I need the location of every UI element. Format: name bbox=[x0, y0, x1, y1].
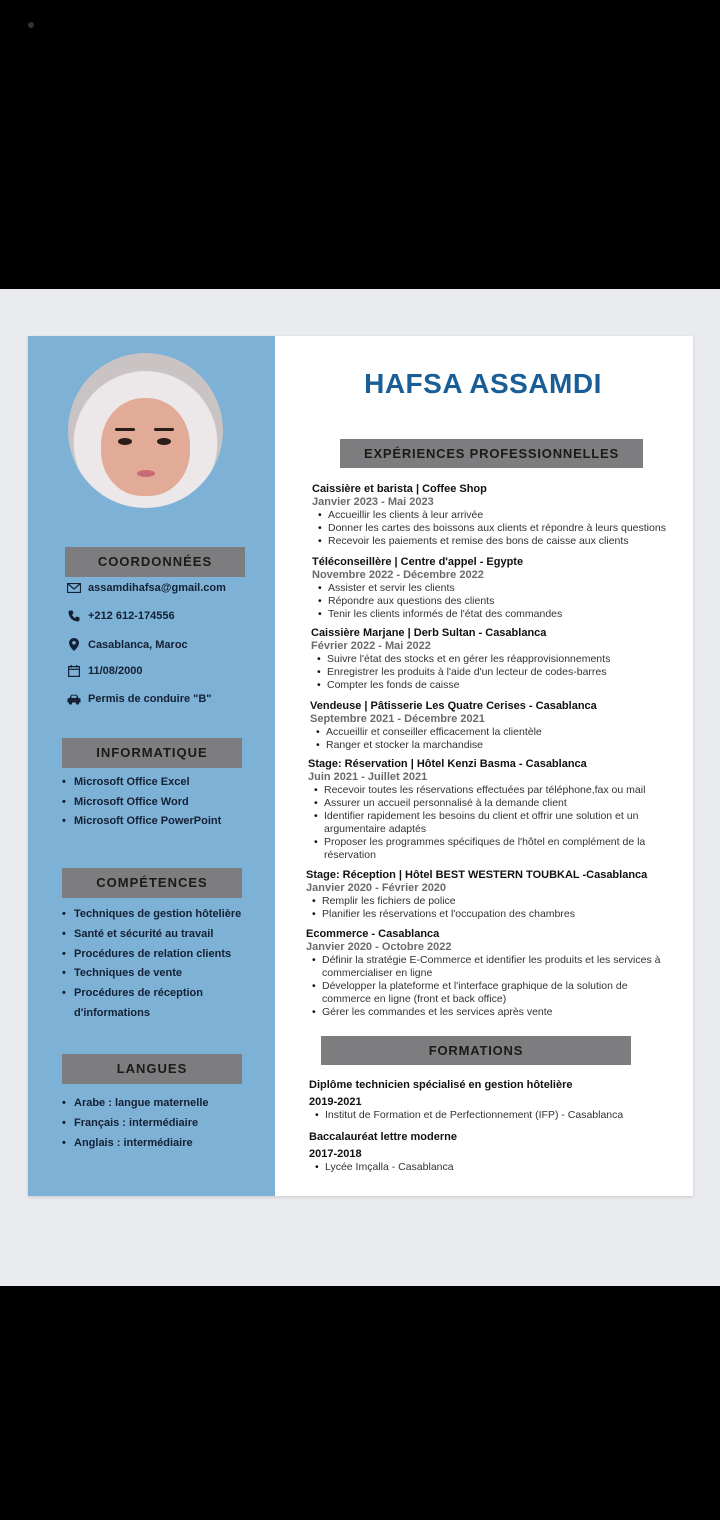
competences-header: COMPÉTENCES bbox=[62, 868, 242, 898]
list-item: • Planifier les réservations et l'occupation des chambres bbox=[322, 908, 686, 921]
formation-title: Baccalauréat lettre moderne bbox=[309, 1131, 457, 1143]
langues-header: LANGUES bbox=[62, 1054, 242, 1084]
experience-entry bbox=[312, 556, 692, 621]
list-item: • Techniques de vente bbox=[62, 964, 241, 984]
location-pin-icon bbox=[66, 638, 82, 651]
list-item: • Accueillir les clients à leur arrivée bbox=[328, 509, 692, 522]
list-item: • Recevoir toutes les réservations effectuées par téléphone,fax ou mail bbox=[324, 784, 688, 797]
list-item: • Techniques de gestion hôtelière bbox=[62, 905, 241, 925]
sidebar bbox=[28, 336, 275, 1196]
experience-entry bbox=[306, 869, 686, 921]
contact-location: Casablanca, Maroc bbox=[66, 638, 188, 651]
profile-photo bbox=[68, 353, 223, 508]
list-item: • Anglais : intermédiaire bbox=[62, 1133, 209, 1153]
formation-date: 2017-2018 bbox=[309, 1148, 362, 1160]
job-title: Stage: Réservation | Hôtel Kenzi Basma - Casablanca bbox=[308, 758, 587, 770]
list-item: • Gérer les commandes et les services après vente bbox=[322, 1006, 666, 1019]
list-item: • Ranger et stocker la marchandise bbox=[326, 739, 690, 752]
formation-date: 2019-2021 bbox=[309, 1096, 362, 1108]
list-item: • Donner les cartes des boissons aux clients et répondre à leurs questions bbox=[328, 522, 692, 535]
list-item: • Suivre l'état des stocks et en gérer les réapprovisionnements bbox=[327, 653, 691, 666]
formations-header: FORMATIONS bbox=[321, 1036, 631, 1065]
job-date: Janvier 2023 - Mai 2023 bbox=[312, 496, 434, 508]
contact-email[interactable]: assamdihafsa@gmail.com bbox=[66, 582, 226, 594]
list-item: • Assurer un accueil personnalisé à la demande client bbox=[324, 797, 688, 810]
list-item: • Institut de Formation et de Perfectionnement (IFP) - Casablanca bbox=[325, 1109, 689, 1122]
list-item: • Proposer les programmes spécifiques de l'hôtel en complément de la réservation bbox=[324, 836, 688, 862]
car-icon bbox=[66, 694, 82, 705]
list-item: • Développer la plateforme et l'interface graphique de la solution de commerce en ligne (front et back office) bbox=[322, 980, 666, 1006]
list-item: • Accueillir et conseiller efficacement la clientèle bbox=[326, 726, 690, 739]
list-item: • Procédures de réception bbox=[62, 984, 241, 1004]
experiences-header: EXPÉRIENCES PROFESSIONNELLES bbox=[340, 439, 643, 468]
experience-entry bbox=[311, 627, 691, 692]
calendar-icon bbox=[66, 665, 82, 677]
job-title: Téléconseillère | Centre d'appel - Egypte bbox=[312, 556, 524, 568]
list-item: • Identifier rapidement les besoins du client et offrir une solution et un argumentaire adaptés bbox=[324, 810, 688, 836]
list-item: • Microsoft Office PowerPoint bbox=[62, 812, 221, 832]
job-title: Vendeuse | Pâtisserie Les Quatre Cerises - Casablanca bbox=[310, 700, 597, 712]
mail-icon bbox=[66, 583, 82, 593]
job-title: Stage: Réception | Hôtel BEST WESTERN TOUBKAL -Casablanca bbox=[306, 869, 648, 881]
experience-entry bbox=[310, 700, 690, 752]
experience-entry bbox=[306, 928, 666, 1019]
contact-license: Permis de conduire "B" bbox=[66, 693, 212, 705]
contact-phone[interactable]: +212 612-174556 bbox=[66, 610, 175, 622]
list-item: • Lycée Imçalla - Casablanca bbox=[325, 1161, 689, 1174]
formation-entry bbox=[309, 1131, 689, 1174]
experience-entry bbox=[308, 758, 688, 862]
contact-birthdate: 11/08/2000 bbox=[66, 665, 142, 677]
informatique-header: INFORMATIQUE bbox=[62, 738, 242, 768]
job-date: Février 2022 - Mai 2022 bbox=[311, 640, 431, 652]
list-item: • Microsoft Office Excel bbox=[62, 773, 221, 793]
formation-entry bbox=[309, 1079, 689, 1122]
job-date: Septembre 2021 - Décembre 2021 bbox=[310, 713, 485, 725]
document-viewer[interactable] bbox=[0, 289, 720, 1286]
list-item: • Tenir les clients informés de l'état des commandes bbox=[328, 608, 692, 621]
list-item: • Assister et servir les clients bbox=[328, 582, 692, 595]
list-item: • Procédures de relation clients bbox=[62, 945, 241, 965]
job-date: Novembre 2022 - Décembre 2022 bbox=[312, 569, 484, 581]
job-date: Janvier 2020 - Octobre 2022 bbox=[306, 941, 452, 953]
job-date: Janvier 2020 - Février 2020 bbox=[306, 882, 447, 894]
langues-list bbox=[62, 1093, 209, 1153]
list-item: • Définir la stratégie E-Commerce et identifier les produits et les services à commercialiser en ligne bbox=[322, 954, 666, 980]
job-date: Juin 2021 - Juillet 2021 bbox=[308, 771, 428, 783]
formation-title: Diplôme technicien spécialisé en gestion hôtelière bbox=[309, 1079, 573, 1091]
job-title: Caissière Marjane | Derb Sultan - Casablanca bbox=[311, 627, 547, 639]
list-item: • Répondre aux questions des clients bbox=[328, 595, 692, 608]
list-item: • Santé et sécurité au travail bbox=[62, 925, 241, 945]
competences-list bbox=[62, 905, 241, 1024]
list-item: • Microsoft Office Word bbox=[62, 793, 221, 813]
experience-entry bbox=[312, 483, 692, 548]
list-item-continuation: d'informations bbox=[74, 1006, 150, 1019]
status-dot bbox=[28, 22, 34, 28]
list-item: • Recevoir les paiements et remise des bons de caisse aux clients bbox=[328, 535, 692, 548]
phone-icon bbox=[66, 610, 82, 622]
informatique-list bbox=[62, 773, 221, 832]
coordonnees-header: COORDONNÉES bbox=[65, 547, 245, 577]
job-title: Ecommerce - Casablanca bbox=[306, 928, 440, 940]
list-item: • Compter les fonds de caisse bbox=[327, 679, 691, 692]
cv-page bbox=[28, 336, 693, 1196]
list-item: • Enregistrer les produits à l'aide d'un lecteur de codes-barres bbox=[327, 666, 691, 679]
job-title: Caissière et barista | Coffee Shop bbox=[312, 483, 487, 495]
person-name: HAFSA ASSAMDI bbox=[364, 368, 602, 399]
list-item: • Arabe : langue maternelle bbox=[62, 1093, 209, 1113]
list-item: • Remplir les fichiers de police bbox=[322, 895, 686, 908]
list-item: • Français : intermédiaire bbox=[62, 1113, 209, 1133]
